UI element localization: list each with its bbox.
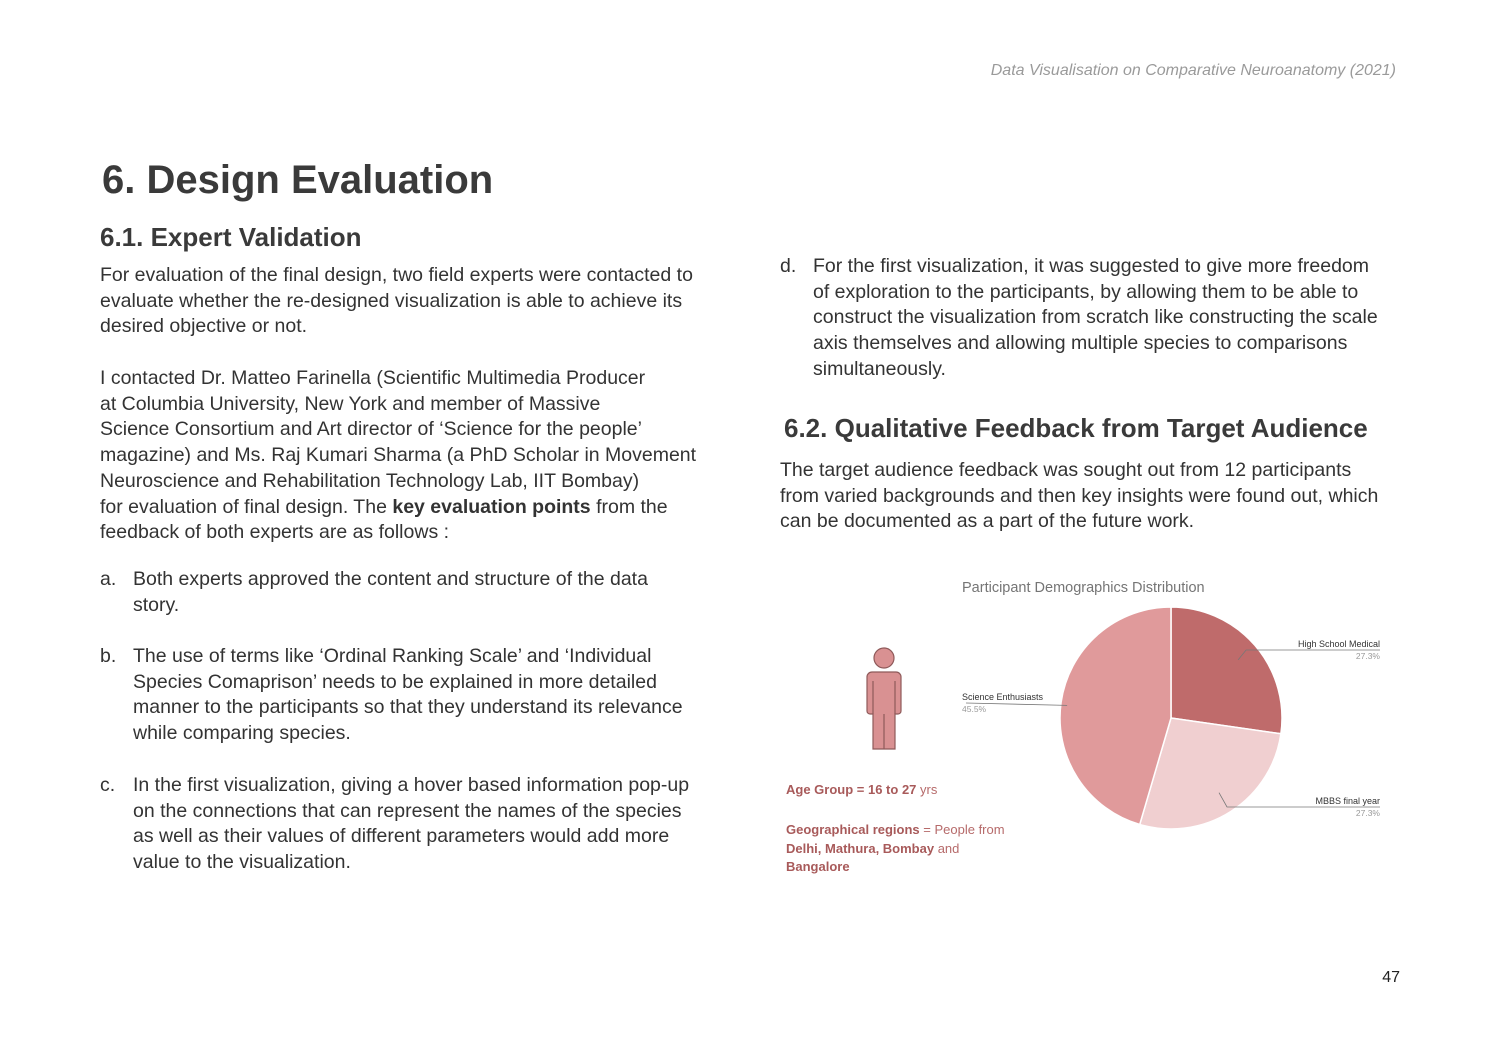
geo-and: and: [934, 840, 960, 856]
age-group-label: Age Group =: [786, 782, 868, 797]
list-marker: b.: [100, 645, 117, 667]
key-evaluation-points: key evaluation points: [392, 495, 591, 518]
point-line: story.: [133, 593, 180, 616]
point-line: axis themselves and allowing multiple species to comparisons: [813, 332, 1348, 355]
running-header: Data Visualisation on Comparative Neuroanatomy (2021): [990, 62, 1396, 79]
point-line: Both experts approved the content and structure of the data: [133, 568, 648, 590]
point-line: In the first visualization, giving a hover based information pop-up: [133, 774, 690, 796]
page-number: 47: [1382, 969, 1400, 986]
contact-line-suffix: from the: [590, 495, 668, 518]
age-group-value: 16 to 27: [867, 782, 917, 797]
list-marker: d.: [780, 255, 797, 277]
point-line: value to the visualization.: [133, 851, 351, 874]
contact-line: I contacted Dr. Matteo Farinella (Scientific Multimedia Producer: [100, 367, 646, 389]
geo-mid: = People from: [919, 822, 1005, 837]
intro-line: evaluate whether the re-designed visualization is able to achieve its: [100, 289, 683, 312]
slice-percent: 27.3%: [1355, 651, 1380, 661]
contact-line: Neuroscience and Rehabilitation Technology Lab, IIT Bombay): [100, 469, 640, 492]
point-line: as well as their values of different parameters would add more: [133, 825, 670, 848]
expert-validation-heading: 6.1. Expert Validation: [100, 222, 362, 252]
intro-line: For evaluation of the final design, two field experts were contacted to: [100, 264, 693, 286]
section-title: 6. Design Evaluation: [102, 158, 494, 202]
qualitative-feedback-heading: 6.2. Qualitative Feedback from Target Audience: [784, 413, 1368, 443]
geo-label: Geographical regions: [786, 822, 920, 837]
point-line: of exploration to the participants, by allowing them to be able to: [813, 280, 1359, 303]
slice-percent: 45.5%: [962, 704, 987, 714]
contact-line: feedback of both experts are as follows :: [100, 521, 450, 544]
point-line: For the first visualization, it was suggested to give more freedom: [813, 255, 1369, 277]
point-line: Species Comaprison’ needs to be explained in more detailed: [133, 670, 657, 693]
list-marker: c.: [100, 774, 116, 796]
point-line: simultaneously.: [813, 357, 946, 380]
slice-label: MBBS final year: [1315, 796, 1380, 806]
point-line: The use of terms like ‘Ordinal Ranking Scale’ and ‘Individual: [133, 645, 652, 667]
point-line: construct the visualization from scratch like constructing the scale: [813, 306, 1378, 329]
chart-title: Participant Demographics Distribution: [962, 580, 1205, 596]
contact-line: Science Consortium and Art director of ‘Science for the people’: [100, 418, 642, 441]
geo-last: Bangalore: [786, 859, 850, 874]
point-line: manner to the participants so that they understand its relevance: [133, 696, 683, 719]
slice-percent: 27.3%: [1355, 808, 1380, 818]
geo-places: Delhi, Mathura, Bombay: [786, 840, 935, 856]
point-line: while comparing species.: [133, 722, 351, 745]
slice-label: High School Medical: [1297, 639, 1380, 649]
pie-slice-high-school-medical: [1171, 607, 1282, 734]
contact-line-prefix: for evaluation of final design. The: [100, 495, 393, 518]
contact-line: magazine) and Ms. Raj Kumari Sharma (a PhD Scholar in Movement: [100, 444, 697, 467]
contact-line: at Columbia University, New York and member of Massive: [100, 392, 601, 415]
slice-label: Science Enthusiasts: [962, 692, 1044, 702]
qualitative-line: The target audience feedback was sought out from 12 participants: [780, 459, 1352, 481]
age-group-unit: yrs: [916, 782, 938, 797]
qualitative-line: can be documented as a part of the future work.: [780, 510, 1195, 533]
list-marker: a.: [100, 568, 117, 590]
qualitative-line: from varied backgrounds and then key insights were found out, which: [780, 484, 1379, 507]
point-line: on the connections that can represent the names of the species: [133, 799, 682, 822]
intro-line: desired objective or not.: [100, 315, 308, 338]
